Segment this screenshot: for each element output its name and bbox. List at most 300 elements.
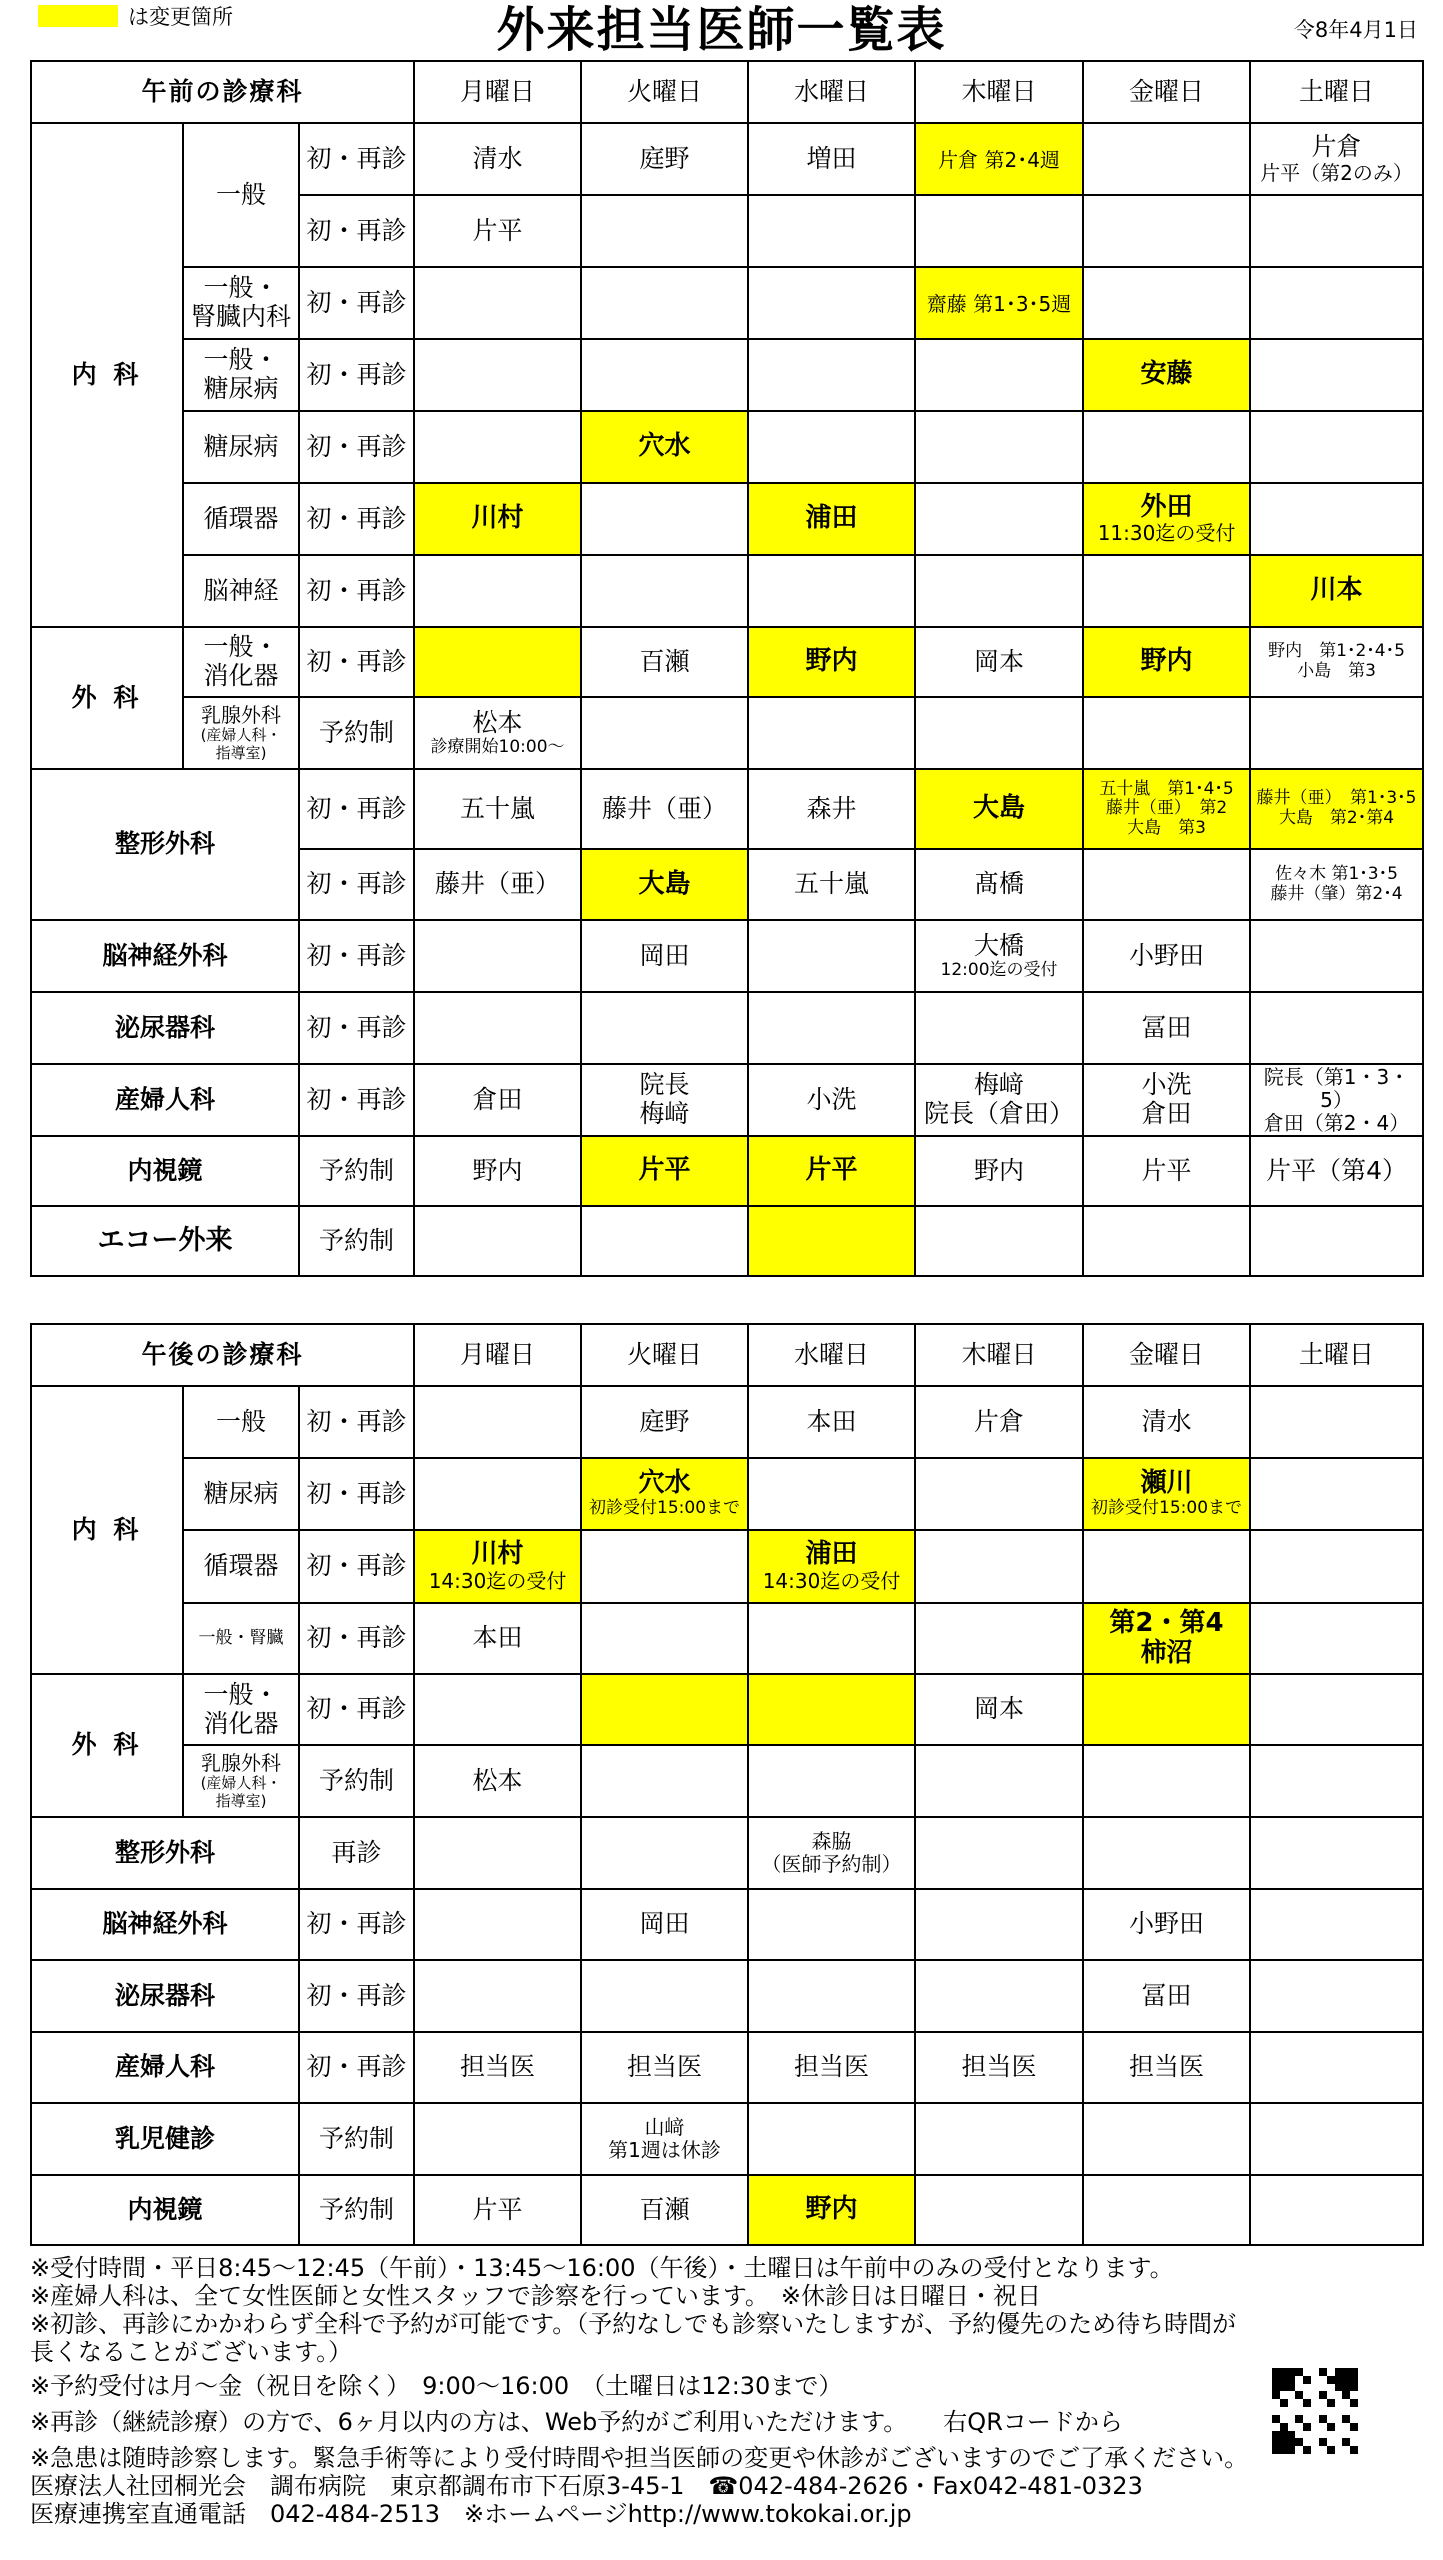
doctor-note: 藤井（肇）第2･4: [1270, 883, 1403, 904]
type-cell: 初・再診: [299, 483, 414, 555]
doctor-cell: [915, 555, 1083, 627]
table-row: [31, 2103, 1423, 2175]
footer-notes: [30, 2254, 1422, 2528]
dept-geka: 外 科: [31, 1674, 183, 1817]
doctor-cell: [915, 483, 1083, 555]
table-row: [31, 1064, 1423, 1136]
doctor-name: 浦田: [805, 1539, 858, 1570]
doctor-cell: 岡本: [915, 627, 1083, 697]
doctor-cell: [1083, 849, 1250, 920]
doctor-cell: [915, 2175, 1083, 2245]
doctor-cell: [1250, 2032, 1423, 2103]
day-header: 水曜日: [748, 61, 915, 123]
doctor-note: 野内 第1･2･4･5: [1268, 641, 1405, 662]
doctor-cell: [1250, 1745, 1423, 1817]
type-cell: 初・再診: [299, 849, 414, 920]
doctor-name: 大島: [638, 868, 691, 899]
doctor-note: 14:30迄の受付: [428, 1568, 567, 1593]
doctor-name: 安藤: [1140, 359, 1193, 390]
doctor-cell: [915, 1889, 1083, 1960]
dept-nyuji: 乳児健診: [31, 2103, 299, 2175]
doctor-note: 12:00迄の受付: [940, 959, 1058, 980]
day-header: 木曜日: [915, 1324, 1083, 1386]
doctor-cell: [581, 1458, 748, 1530]
dept-seikei: 整形外科: [31, 769, 299, 920]
doctor-cell: [1250, 1960, 1423, 2032]
table-row: [31, 123, 1423, 195]
morning-heading: 午前の診療科: [31, 61, 414, 123]
doctor-cell: [1083, 1817, 1250, 1889]
morning-schedule-table: [30, 60, 1424, 1277]
sub-ippan: 一般: [183, 123, 299, 267]
sub-junkanki: 循環器: [183, 1530, 299, 1603]
doctor-cell: [581, 411, 748, 483]
doctor-name: 野内: [805, 646, 858, 677]
table-row: [31, 411, 1423, 483]
doctor-name: 小洗: [1141, 1070, 1192, 1100]
doctor-cell: 片倉: [915, 1386, 1083, 1458]
doctor-cell: [414, 1674, 581, 1745]
doctor-cell: [414, 267, 581, 339]
doctor-cell: [1083, 1206, 1250, 1276]
doctor-cell: [1250, 195, 1423, 267]
table-header-row: [31, 1324, 1423, 1386]
doctor-cell: 岡本: [915, 1674, 1083, 1745]
doctor-cell: [581, 1817, 748, 1889]
dept-echo: エコー外来: [31, 1206, 299, 1276]
table-row: [31, 1889, 1423, 1960]
table-row: [31, 2032, 1423, 2103]
table-row: [31, 1206, 1423, 1276]
doctor-cell: [915, 2103, 1083, 2175]
doctor-cell: [414, 411, 581, 483]
doctor-cell: [1083, 123, 1250, 195]
doctor-cell: [581, 339, 748, 411]
doctor-cell: [915, 769, 1083, 849]
doctor-cell: 藤井（亜）: [581, 769, 748, 849]
doctor-cell: [1250, 849, 1423, 920]
doctor-cell: [581, 2103, 748, 2175]
doctor-note: 11:30迄の受付: [1097, 521, 1236, 546]
doctor-cell: [915, 1745, 1083, 1817]
doctor-note: 藤井（亜） 第2: [1105, 798, 1228, 819]
type-cell: 初・再診: [299, 769, 414, 849]
doctor-cell: [915, 1603, 1083, 1674]
doctor-cell: [414, 1960, 581, 2032]
doctor-cell: [915, 339, 1083, 411]
doctor-cell: [414, 1458, 581, 1530]
doctor-cell: [748, 1530, 915, 1603]
sub-shokaki: 一般・ 消化器: [183, 627, 299, 697]
type-cell: 初・再診: [299, 1674, 414, 1745]
doctor-name: 倉田: [1141, 1099, 1192, 1128]
doctor-cell: 岡田: [581, 920, 748, 992]
type-cell: 初・再診: [299, 2032, 414, 2103]
note-line: ※受付時間・平日8:45～12:45（午前）・13:45～16:00（午後）・土曜日は午前中のみの受付となります。: [30, 2254, 1174, 2282]
doctor-cell: [414, 627, 581, 697]
doctor-name: 外田: [1140, 491, 1193, 522]
day-header: 火曜日: [581, 61, 748, 123]
doctor-cell: [1250, 627, 1423, 697]
day-header: 月曜日: [414, 61, 581, 123]
doctor-name: 穴水: [638, 431, 691, 462]
sub-label: 乳腺外科: [201, 1751, 281, 1776]
table-row: [31, 267, 1423, 339]
doctor-cell: [1250, 2103, 1423, 2175]
doctor-name: 野内: [805, 2194, 858, 2225]
doctor-name: 森脇: [811, 1829, 852, 1853]
type-cell: 初・再診: [299, 411, 414, 483]
doctor-cell: [748, 1136, 915, 1206]
doctor-cell: [748, 2103, 915, 2175]
doctor-cell: [414, 1817, 581, 1889]
type-cell: 初・再診: [299, 627, 414, 697]
doctor-cell: [748, 697, 915, 769]
doctor-cell: [581, 697, 748, 769]
doctor-cell: [1250, 339, 1423, 411]
dept-sanfujin: 産婦人科: [31, 2032, 299, 2103]
qr-code-icon[interactable]: [1272, 2368, 1358, 2454]
doctor-cell: 担当医: [915, 2032, 1083, 2103]
doctor-note: 藤井（亜） 第1･3･5: [1256, 788, 1417, 809]
doctor-cell: [748, 411, 915, 483]
sub-shokaki: 一般・ 消化器: [183, 1674, 299, 1745]
type-cell: 初・再診: [299, 1960, 414, 2032]
doctor-cell: [1250, 992, 1423, 1064]
note-line: ※予約受付は月～金（祝日を除く） 9:00～16:00 （土曜日は12:30まで）: [30, 2372, 843, 2400]
legend-text: は変更箇所: [128, 5, 233, 29]
dept-noshinkeigeka: 脳神経外科: [31, 1889, 299, 1960]
hospital-address: 医療法人社団桐光会 調布病院 東京都調布市下石原3-45-1 ☎042-484-2626・Fax042-481-0323: [30, 2472, 1143, 2500]
doctor-cell: [581, 1206, 748, 1276]
doctor-cell: [748, 555, 915, 627]
doctor-note: 小島 第3: [1297, 661, 1376, 681]
sub-tonyobyo: 糖尿病: [183, 1458, 299, 1530]
doctor-cell: 小野田: [1083, 920, 1250, 992]
doctor-cell: [748, 483, 915, 555]
table-row: [31, 1745, 1423, 1817]
doctor-cell: 冨田: [1083, 992, 1250, 1064]
doctor-cell: 本田: [748, 1386, 915, 1458]
issue-date: 令8年4月1日: [1293, 18, 1418, 42]
day-header: 火曜日: [581, 1324, 748, 1386]
doctor-note: 五十嵐 第1･4･5: [1099, 778, 1234, 799]
doctor-cell: 小野田: [1083, 1889, 1250, 1960]
hospital-contact: 医療連携室直通電話 042-484-2513 ※ホームページhttp://www.tokokai.or.jp: [30, 2500, 912, 2528]
table-row: [31, 2175, 1423, 2245]
doctor-cell: 清水: [1083, 1386, 1250, 1458]
doctor-cell: [414, 1386, 581, 1458]
type-cell: 再診: [299, 1817, 414, 1889]
doctor-cell: 髙橋: [915, 849, 1083, 920]
doctor-name: 片倉 第2･4週: [938, 147, 1060, 172]
dept-naishikyo: 内視鏡: [31, 2175, 299, 2245]
doctor-cell: [581, 1745, 748, 1817]
day-header: 月曜日: [414, 1324, 581, 1386]
doctor-cell: 百瀬: [581, 2175, 748, 2245]
doctor-cell: [748, 920, 915, 992]
doctor-cell: [915, 697, 1083, 769]
doctor-cell: [1083, 769, 1250, 849]
table-row: [31, 483, 1423, 555]
doctor-cell: [915, 992, 1083, 1064]
type-cell: 初・再診: [299, 267, 414, 339]
table-row: [31, 1603, 1423, 1674]
doctor-note: 片平（第2のみ）: [1260, 160, 1413, 185]
table-row: [31, 697, 1423, 769]
dept-geka: 外 科: [31, 627, 183, 769]
doctor-cell: 五十嵐: [414, 769, 581, 849]
sub-ippan: 一般: [183, 1386, 299, 1458]
doctor-note: 診療開始10:00～: [430, 736, 565, 757]
doctor-cell: [1250, 483, 1423, 555]
type-cell: 初・再診: [299, 1530, 414, 1603]
sub-jinzo: 一般・腎臓: [183, 1603, 299, 1674]
doctor-cell: [1250, 411, 1423, 483]
type-cell: 初・再診: [299, 920, 414, 992]
doctor-cell: 片平: [414, 2175, 581, 2245]
doctor-cell: 増田: [748, 123, 915, 195]
doctor-cell: [581, 992, 748, 1064]
doctor-cell: [581, 267, 748, 339]
doctor-cell: 松本: [414, 1745, 581, 1817]
doctor-note: 大島 第3: [1127, 817, 1206, 838]
dept-sanfujin: 産婦人科: [31, 1064, 299, 1136]
day-header: 土曜日: [1250, 61, 1423, 123]
doctor-name: 柿沼: [1140, 1637, 1193, 1668]
doctor-name: 瀬川: [1140, 1468, 1193, 1499]
doctor-cell: [915, 411, 1083, 483]
doctor-cell: [1083, 697, 1250, 769]
doctor-cell: 冨田: [1083, 1960, 1250, 2032]
doctor-cell: [1083, 1674, 1250, 1745]
doctor-cell: [414, 1530, 581, 1603]
day-header: 水曜日: [748, 1324, 915, 1386]
doctor-cell: [915, 920, 1083, 992]
doctor-cell: [748, 1206, 915, 1276]
doctor-cell: [581, 1603, 748, 1674]
doctor-cell: [748, 1745, 915, 1817]
doctor-cell: [1250, 769, 1423, 849]
doctor-cell: 藤井（亜）: [414, 849, 581, 920]
doctor-name: 齋藤 第1･3･5週: [926, 291, 1072, 316]
type-cell: 予約制: [299, 2175, 414, 2245]
doctor-cell: [414, 339, 581, 411]
type-cell: 予約制: [299, 2103, 414, 2175]
doctor-cell: 百瀬: [581, 627, 748, 697]
doctor-cell: [1250, 1206, 1423, 1276]
doctor-cell: [414, 483, 581, 555]
sub-nyusen: [183, 697, 299, 769]
doctor-cell: 片平（第4）: [1250, 1136, 1423, 1206]
doctor-cell: [414, 1206, 581, 1276]
sub-note: (産婦人科・ 指導室): [200, 1774, 282, 1810]
doctor-note: 第1週は休診: [608, 2138, 721, 2162]
type-cell: 初・再診: [299, 1603, 414, 1674]
type-cell: 初・再診: [299, 1458, 414, 1530]
doctor-note: 大島 第2･第4: [1278, 808, 1395, 828]
sub-tonyo: 一般・ 糖尿病: [183, 339, 299, 411]
doctor-cell: [748, 1960, 915, 2032]
day-header: 金曜日: [1083, 61, 1250, 123]
type-cell: 予約制: [299, 1206, 414, 1276]
doctor-name: 片平: [638, 1155, 691, 1186]
doctor-name: 野内: [1140, 646, 1193, 677]
doctor-name: 山﨑: [644, 2115, 685, 2139]
doctor-cell: [748, 992, 915, 1064]
doctor-name: 浦田: [805, 503, 858, 534]
doctor-name: 川村: [471, 1539, 524, 1570]
type-cell: 予約制: [299, 697, 414, 769]
page-title: 外来担当医師一覧表: [496, 2, 947, 58]
dept-naika: 内 科: [31, 123, 183, 627]
doctor-cell: 担当医: [748, 2032, 915, 2103]
doctor-cell: [915, 1206, 1083, 1276]
doctor-cell: 倉田: [414, 1064, 581, 1136]
note-line: ※初診、再診にかかわらず全科で予約が可能です。（予約なしでも診察いたしますが、予約優先のため待ち時間が: [30, 2310, 1237, 2338]
doctor-cell: [748, 195, 915, 267]
dept-seikei: 整形外科: [31, 1817, 299, 1889]
doctor-cell: 担当医: [581, 2032, 748, 2103]
doctor-cell: [748, 339, 915, 411]
dept-naika: 内 科: [31, 1386, 183, 1674]
sub-tonyobyo: 糖尿病: [183, 411, 299, 483]
sub-nyusen: [183, 1745, 299, 1817]
afternoon-heading: 午後の診療科: [31, 1324, 414, 1386]
doctor-cell: 片平: [1083, 1136, 1250, 1206]
doctor-cell: [414, 1889, 581, 1960]
doctor-cell: [581, 1960, 748, 2032]
doctor-name: 院長（倉田）: [924, 1099, 1075, 1128]
doctor-cell: [414, 697, 581, 769]
table-row: [31, 1817, 1423, 1889]
doctor-cell: [1250, 1817, 1423, 1889]
table-row: [31, 1386, 1423, 1458]
type-cell: 初・再診: [299, 339, 414, 411]
doctor-cell: [1083, 339, 1250, 411]
note-line: ※急患は随時診察します。緊急手術等により受付時間や担当医師の変更や休診がございますのでご了承ください。: [30, 2444, 1249, 2472]
doctor-cell: [915, 1064, 1083, 1136]
doctor-cell: 担当医: [1083, 2032, 1250, 2103]
doctor-cell: [748, 1889, 915, 1960]
doctor-note: 院長（第1・3・5）: [1263, 1064, 1410, 1112]
doctor-name: 片平: [805, 1155, 858, 1186]
doctor-note: 14:30迄の受付: [762, 1568, 901, 1593]
type-cell: 初・再診: [299, 555, 414, 627]
dept-noshinkeigeka: 脳神経外科: [31, 920, 299, 992]
doctor-cell: [414, 2103, 581, 2175]
type-cell: 初・再診: [299, 123, 414, 195]
doctor-cell: 小洗: [748, 1064, 915, 1136]
doctor-cell: [1250, 1889, 1423, 1960]
doctor-cell: 担当医: [414, 2032, 581, 2103]
doctor-cell: [581, 1064, 748, 1136]
doctor-cell: [1083, 1530, 1250, 1603]
doctor-cell: [581, 195, 748, 267]
doctor-cell: [1083, 195, 1250, 267]
doctor-cell: [915, 1817, 1083, 1889]
doctor-cell: [1250, 920, 1423, 992]
doctor-name: 穴水: [638, 1468, 691, 1499]
day-header: 金曜日: [1083, 1324, 1250, 1386]
doctor-cell: [1083, 411, 1250, 483]
doctor-cell: [915, 1530, 1083, 1603]
table-row: [31, 1530, 1423, 1603]
table-row: [31, 1674, 1423, 1745]
doctor-cell: [414, 992, 581, 1064]
doctor-note: 初診受付15:00まで: [1091, 1498, 1243, 1519]
note-line: ※産婦人科は、全て女性医師と女性スタッフで診察を行っています。 ※休診日は日曜日・祝日: [30, 2282, 1042, 2310]
sub-noshinkei: 脳神経: [183, 555, 299, 627]
doctor-cell: [1250, 697, 1423, 769]
doctor-cell: [1083, 1603, 1250, 1674]
doctor-cell: 片平: [414, 195, 581, 267]
dept-hinyoki: 泌尿器科: [31, 992, 299, 1064]
doctor-name: 片倉: [1311, 132, 1362, 162]
afternoon-schedule-table: [30, 1323, 1424, 2246]
doctor-cell: [748, 1603, 915, 1674]
doctor-note: 倉田（第2・4）: [1263, 1110, 1410, 1135]
doctor-cell: [1250, 2175, 1423, 2245]
table-row: [31, 339, 1423, 411]
doctor-cell: 岡田: [581, 1889, 748, 1960]
doctor-name: 川本: [1310, 575, 1363, 606]
doctor-cell: [1250, 1458, 1423, 1530]
sub-jinzo: 一般・ 腎臓内科: [183, 267, 299, 339]
table-row: [31, 920, 1423, 992]
doctor-cell: [1083, 1745, 1250, 1817]
doctor-cell: [1250, 1674, 1423, 1745]
doctor-cell: [414, 555, 581, 627]
doctor-cell: [1250, 1603, 1423, 1674]
doctor-note: （医師予約制）: [761, 1852, 902, 1876]
table-row: [31, 627, 1423, 697]
doctor-cell: [1250, 1386, 1423, 1458]
type-cell: 初・再診: [299, 195, 414, 267]
doctor-name: 川村: [471, 503, 524, 534]
type-cell: 初・再診: [299, 992, 414, 1064]
doctor-cell: [1250, 267, 1423, 339]
doctor-cell: [748, 1458, 915, 1530]
doctor-name: 院長: [639, 1070, 690, 1100]
sub-label: 乳腺外科: [201, 703, 281, 728]
type-cell: 初・再診: [299, 1386, 414, 1458]
table-row: [31, 1458, 1423, 1530]
day-header: 土曜日: [1250, 1324, 1423, 1386]
doctor-cell: 野内: [414, 1136, 581, 1206]
doctor-cell: [748, 2175, 915, 2245]
doctor-cell: [748, 1674, 915, 1745]
note-line: 長くなることがございます。）: [30, 2338, 353, 2366]
doctor-cell: 本田: [414, 1603, 581, 1674]
doctor-name: 梅﨑: [974, 1070, 1025, 1100]
doctor-cell: [1250, 1064, 1423, 1136]
doctor-cell: [581, 555, 748, 627]
sub-note: (産婦人科・ 指導室): [200, 726, 282, 762]
doctor-cell: [1083, 267, 1250, 339]
doctor-cell: [581, 1136, 748, 1206]
doctor-cell: [915, 1960, 1083, 2032]
doctor-cell: 庭野: [581, 1386, 748, 1458]
note-line: ※再診（継続診療）の方で、6ヶ月以内の方は、Web予約がご利用いただけます。 右QRコードから: [30, 2408, 1123, 2436]
doctor-cell: [915, 123, 1083, 195]
doctor-name: 大島: [973, 793, 1026, 824]
table-row: [31, 1960, 1423, 2032]
doctor-cell: [1083, 483, 1250, 555]
doctor-cell: [581, 483, 748, 555]
table-row: [31, 769, 1423, 849]
doctor-cell: [748, 267, 915, 339]
